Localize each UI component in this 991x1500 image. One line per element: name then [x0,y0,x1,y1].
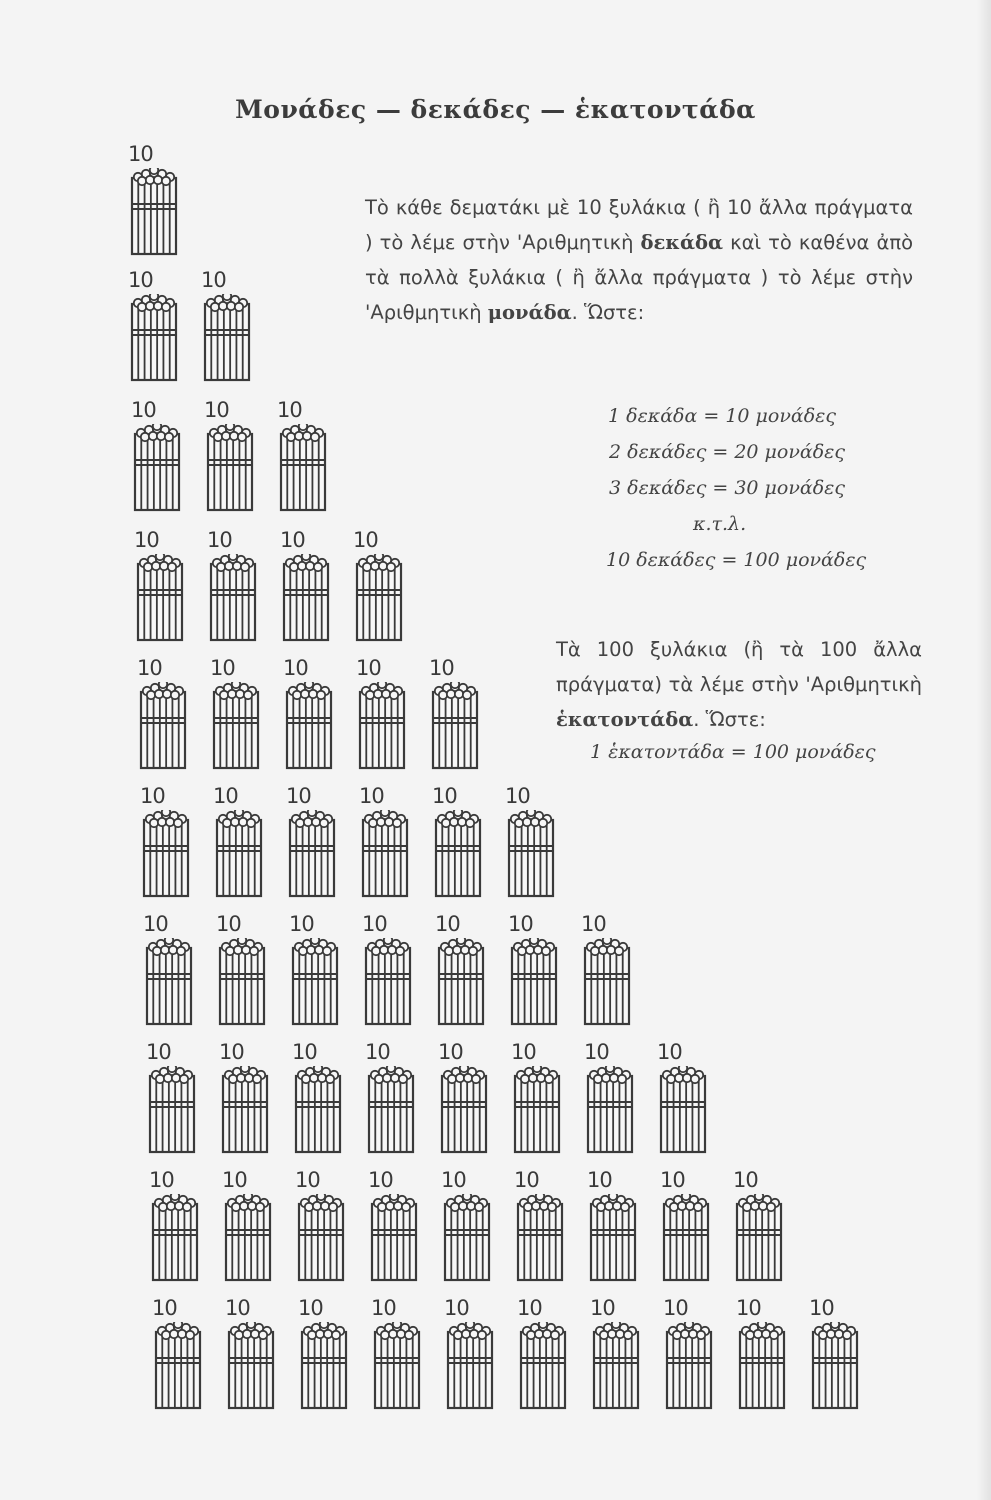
bundle-label: 10 [590,1296,615,1320]
stick-bundle-icon [212,682,260,770]
bundle-of-ten [581,1168,641,1288]
bundle-of-ten [280,784,340,904]
bundle-of-ten [143,1168,203,1288]
stick-bundle-icon [300,1322,348,1410]
bundle-of-ten [353,784,413,904]
stick-bundle-icon [364,938,412,1026]
bundle-label: 10 [286,784,311,808]
bundle-of-ten [651,1040,711,1160]
term-dekada: δεκάδα [640,231,724,254]
stick-bundle-icon [738,1322,786,1410]
bundle-of-ten [727,1168,787,1288]
bundle-label: 10 [143,912,168,936]
equation-hundred: 1 ἑκατοντάδα = 100 μονάδες [590,741,876,763]
stick-bundle-icon [133,424,181,512]
intro-text-2: καὶ τὸ καθένα ἀπὸ τὰ πολλὰ ξυλάκια ( ἢ ἄλλα πράγματα ) τὸ λέμε στὴν 'Αριθμητικὴ [365,231,914,324]
stick-bundle-icon [203,294,251,382]
bundle-label: 10 [216,912,241,936]
stick-bundle-icon [355,554,403,642]
bundle-of-ten [350,656,410,776]
equation-3: 3 δεκάδες = 30 μονάδες [609,477,845,499]
bundle-of-ten [283,912,343,1032]
equation-2: 2 δεκάδες = 20 μονάδες [609,441,845,463]
bundle-of-ten [575,912,635,1032]
bundle-label: 10 [140,784,165,808]
stick-bundle-icon [227,1322,275,1410]
bundle-of-ten [122,142,182,262]
bundle-label: 10 [137,656,162,680]
equation-etc: κ.τ.λ. [693,513,747,535]
stick-bundle-icon [209,554,257,642]
stick-bundle-icon [154,1322,202,1410]
bundle-label: 10 [149,1168,174,1192]
bundle-of-ten [140,1040,200,1160]
bundle-label: 10 [371,1296,396,1320]
bundle-of-ten [207,784,267,904]
bundle-of-ten [730,1296,790,1416]
stick-bundle-icon [373,1322,421,1410]
stick-bundle-icon [659,1066,707,1154]
term-ekatontada: ἑκατοντάδα [556,708,694,731]
bundle-label: 10 [517,1296,542,1320]
stick-bundle-icon [510,938,558,1026]
bundle-label: 10 [277,398,302,422]
stick-bundle-icon [586,1066,634,1154]
stick-bundle-icon [361,810,409,898]
stick-bundle-icon [443,1194,491,1282]
bundle-of-ten [502,912,562,1032]
equation-1: 1 δεκάδα = 10 μονάδες [608,405,836,427]
intro-text-1: Τὸ κάθε δεματάκι μὲ 10 ξυλάκια ( ἢ 10 ἄλλα πράγματα ) τὸ λέμε στὴν 'Αριθμητικὴ [365,196,913,254]
bundle-label: 10 [146,1040,171,1064]
bundle-label: 10 [292,1040,317,1064]
stick-bundle-icon [206,424,254,512]
bundle-label: 10 [508,912,533,936]
stick-bundle-icon [665,1322,713,1410]
bundle-label: 10 [444,1296,469,1320]
bundle-of-ten [578,1040,638,1160]
hundred-text-1: Τὰ 100 ξυλάκια (ἢ τὰ 100 ἄλλα πράγματα) τὰ λέμε στὴν 'Αριθμητικὴ [556,638,922,696]
hundred-paragraph [556,632,922,737]
bundle-label: 10 [736,1296,761,1320]
bundle-of-ten [213,1040,273,1160]
stick-bundle-icon [285,682,333,770]
bundle-of-ten [432,1040,492,1160]
bundle-label: 10 [429,656,454,680]
bundle-of-ten [499,784,559,904]
bundle-label: 10 [438,1040,463,1064]
bundle-label: 10 [280,528,305,552]
bundle-label: 10 [505,784,530,808]
stick-bundle-icon [279,424,327,512]
bundle-of-ten [210,912,270,1032]
stick-bundle-icon [282,554,330,642]
bundle-of-ten [359,1040,419,1160]
bundle-of-ten [128,528,188,648]
stick-bundle-icon [218,938,266,1026]
stick-bundle-icon [224,1194,272,1282]
bundle-of-ten [803,1296,863,1416]
bundle-label: 10 [733,1168,758,1192]
bundle-of-ten [505,1040,565,1160]
stick-bundle-icon [662,1194,710,1282]
stick-bundle-icon [434,810,482,898]
intro-paragraph [365,190,913,330]
page-title: Μονάδες — δεκάδες — ἑκατοντάδα [235,94,756,124]
stick-bundle-icon [437,938,485,1026]
bundle-label: 10 [219,1040,244,1064]
bundle-label: 10 [353,528,378,552]
stick-bundle-icon [145,938,193,1026]
bundle-of-ten [365,1296,425,1416]
bundle-of-ten [216,1168,276,1288]
stick-bundle-icon [130,294,178,382]
bundle-label: 10 [514,1168,539,1192]
intro-text-3: . Ὥστε: [571,301,645,324]
bundle-of-ten [274,528,334,648]
bundle-label: 10 [210,656,235,680]
term-monada: μονάδα [487,301,572,324]
stick-bundle-icon [130,168,178,256]
bundle-label: 10 [660,1168,685,1192]
bundle-label: 10 [584,1040,609,1064]
stick-bundle-icon [142,810,190,898]
stick-bundle-icon [513,1066,561,1154]
stick-bundle-icon [367,1066,415,1154]
bundle-of-ten [362,1168,422,1288]
bundle-of-ten [292,1296,352,1416]
bundle-of-ten [426,784,486,904]
bundle-of-ten [201,528,261,648]
bundle-of-ten [429,912,489,1032]
bundle-of-ten [347,528,407,648]
stick-bundle-icon [221,1066,269,1154]
bundle-label: 10 [128,268,153,292]
bundle-label: 10 [201,268,226,292]
bundle-label: 10 [435,912,460,936]
stick-bundle-icon [811,1322,859,1410]
bundle-of-ten [134,784,194,904]
bundle-label: 10 [441,1168,466,1192]
stick-bundle-icon [583,938,631,1026]
stick-bundle-icon [592,1322,640,1410]
stick-bundle-icon [431,682,479,770]
stick-bundle-icon [507,810,555,898]
stick-bundle-icon [358,682,406,770]
stick-bundle-icon [516,1194,564,1282]
bundle-of-ten [654,1168,714,1288]
stick-bundle-icon [139,682,187,770]
bundle-label: 10 [663,1296,688,1320]
stick-bundle-icon [735,1194,783,1282]
bundle-label: 10 [128,142,153,166]
bundle-label: 10 [657,1040,682,1064]
bundle-label: 10 [152,1296,177,1320]
bundle-label: 10 [222,1168,247,1192]
hundred-text-2: . Ὥστε: [693,708,766,731]
bundle-of-ten [657,1296,717,1416]
bundle-of-ten [356,912,416,1032]
bundle-of-ten [289,1168,349,1288]
bundle-of-ten [435,1168,495,1288]
bundle-of-ten [423,656,483,776]
stick-bundle-icon [370,1194,418,1282]
bundle-label: 10 [131,398,156,422]
bundle-of-ten [137,912,197,1032]
bundle-label: 10 [432,784,457,808]
stick-bundle-icon [148,1066,196,1154]
stick-bundle-icon [297,1194,345,1282]
bundle-label: 10 [213,784,238,808]
bundle-of-ten [508,1168,568,1288]
page-edge [977,0,991,1500]
bundle-of-ten [146,1296,206,1416]
bundle-of-ten [195,268,255,388]
bundle-label: 10 [356,656,381,680]
equation-10: 10 δεκάδες = 100 μονάδες [606,549,867,571]
stick-bundle-icon [136,554,184,642]
bundle-of-ten [271,398,331,518]
bundle-of-ten [122,268,182,388]
stick-bundle-icon [519,1322,567,1410]
bundle-label: 10 [283,656,308,680]
bundle-of-ten [438,1296,498,1416]
bundle-label: 10 [368,1168,393,1192]
bundle-label: 10 [362,912,387,936]
bundle-of-ten [286,1040,346,1160]
bundle-of-ten [584,1296,644,1416]
stick-bundle-icon [440,1066,488,1154]
bundle-of-ten [219,1296,279,1416]
bundle-label: 10 [581,912,606,936]
stick-bundle-icon [589,1194,637,1282]
bundle-of-ten [204,656,264,776]
stick-bundle-icon [288,810,336,898]
bundle-label: 10 [809,1296,834,1320]
bundle-label: 10 [298,1296,323,1320]
stick-bundle-icon [291,938,339,1026]
stick-bundle-icon [446,1322,494,1410]
stick-bundle-icon [215,810,263,898]
bundle-of-ten [198,398,258,518]
bundle-label: 10 [289,912,314,936]
stick-bundle-icon [151,1194,199,1282]
bundle-of-ten [131,656,191,776]
bundle-label: 10 [225,1296,250,1320]
bundle-label: 10 [134,528,159,552]
bundle-label: 10 [295,1168,320,1192]
stick-bundle-icon [294,1066,342,1154]
bundle-label: 10 [587,1168,612,1192]
bundle-label: 10 [204,398,229,422]
bundle-of-ten [511,1296,571,1416]
bundle-label: 10 [359,784,384,808]
bundle-label: 10 [365,1040,390,1064]
bundle-label: 10 [511,1040,536,1064]
bundle-of-ten [277,656,337,776]
bundle-of-ten [125,398,185,518]
bundle-label: 10 [207,528,232,552]
